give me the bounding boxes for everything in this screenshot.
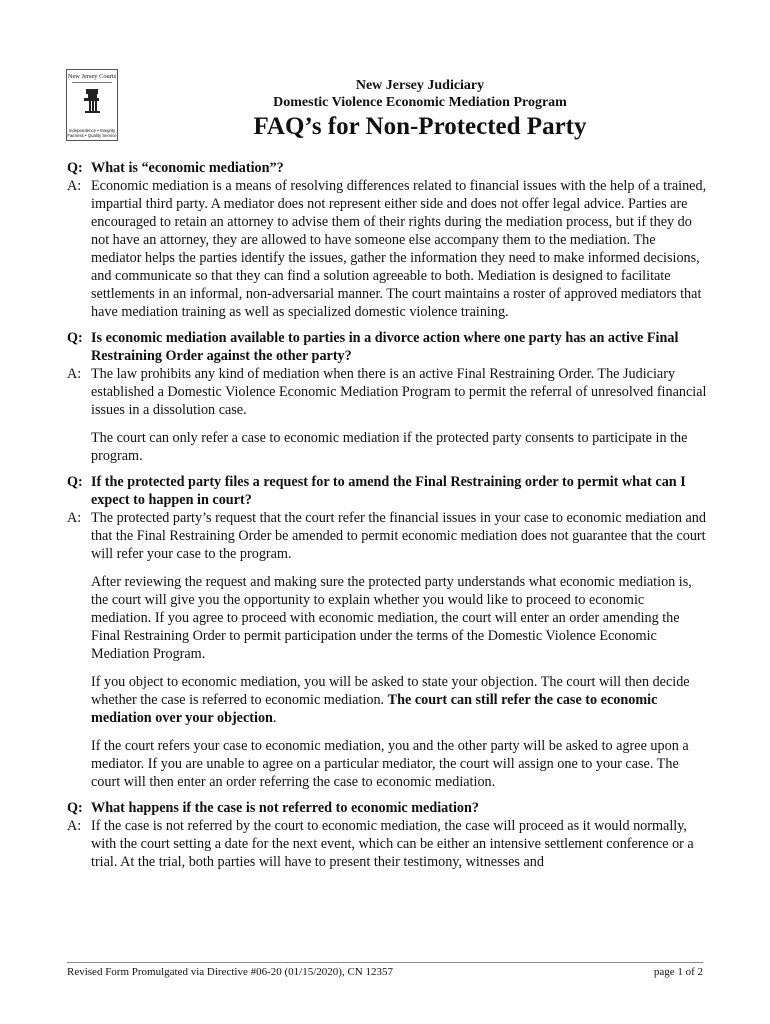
answer-label: A:: [67, 818, 82, 834]
question-text: If the protected party files a request for to amend the Final Restraining order to permit what can I expect to happen in court?: [91, 474, 686, 508]
answer-text: If the case is not referred by the court to economic mediation, the case will proceed as it would normally, with the court setting a date for the next event, which can be either an intensive settlement conference or a trial. At the trial, both parties will have to present their testimony, witnesses and: [91, 818, 694, 870]
objection-text: If you object to economic mediation, you will be asked to state your objection. The court will then decide whether the case is referred to economic mediation.: [91, 674, 690, 708]
logo-motto: Independence • Integrity Fairness • Quality Service: [67, 128, 117, 138]
answer-paragraph: If the court refers your case to economic mediation, you and the other party will be asked to agree upon a mediator. If you are unable to agree on a particular mediator, the court will assign one to your case. The court will then enter an order referring the case to economic mediation.: [91, 738, 689, 790]
faq-item-3: [67, 473, 707, 791]
question-text: What is “economic mediation”?: [91, 160, 284, 176]
question-label: Q:: [67, 160, 83, 176]
answer-paragraph: The court can only refer a case to economic mediation if the protected party consents to participate in the program.: [91, 430, 688, 464]
faq-item-4: [67, 799, 707, 871]
answer-text: The protected party’s request that the court refer the financial issues in your case to economic mediation and that the Final Restraining Order be amended to permit economic mediation does not guarantee that the court will refer your case to the program.: [91, 510, 706, 562]
answer-label: A:: [67, 178, 82, 194]
lady-justice-icon: [81, 86, 105, 114]
footer-form-info: Revised Form Promulgated via Directive #06-20 (01/15/2020), CN 12357: [67, 966, 393, 978]
answer-label: A:: [67, 510, 82, 526]
nj-courts-logo: [66, 69, 118, 141]
question-text: What happens if the case is not referred to economic mediation?: [91, 800, 480, 816]
faq-content: [67, 159, 707, 879]
objection-end: .: [272, 710, 277, 726]
answer-paragraph: After reviewing the request and making sure the protected party understands what economic mediation is, the court will give you the opportunity to explain whether you would like to proceed to economic mediation. If you agree to proceed with economic mediation, the court will enter an order amending the Final Restraining Order to permit participation under the terms of the Domestic Violence Economic Mediation Program.: [91, 574, 692, 662]
page-title: FAQ’s for Non-Protected Party: [253, 113, 587, 140]
faq-item-2: [67, 329, 707, 465]
faq-item-1: [67, 159, 707, 321]
page-number: page 1 of 2: [653, 966, 703, 978]
objection-paragraph: [91, 673, 707, 727]
header-judiciary: New Jersey Judiciary: [355, 78, 485, 93]
answer-text: The law prohibits any kind of mediation when there is an active Final Restraining Order. The Judiciary established a Domestic Violence Economic Mediation Program to permit the referral of unresolved financial issues in a dissolution case.: [91, 366, 707, 418]
logo-name: New Jersey Courts: [67, 73, 117, 80]
question-label: Q:: [67, 474, 83, 490]
question-label: Q:: [67, 800, 83, 816]
objection-emphasis: The court can still refer the case to economic mediation over your objection: [91, 692, 658, 726]
logo-rule: [72, 82, 112, 83]
header-program: Domestic Violence Economic Mediation Program: [273, 95, 567, 110]
answer-label: A:: [67, 366, 82, 382]
question-label: Q:: [67, 330, 83, 346]
answer-text: Economic mediation is a means of resolving differences related to financial issues with the help of a trained, impartial third party. A mediator does not represent either side and does not offer legal advice. Parties are encouraged to retain an attorney to advise them of their rights during the mediation process, but if they do not have an attorney, they are allowed to have someone else accompany them to the mediation. The mediator helps the parties identify the issues, gather the information they need to make informed decisions, and communicate so that they can find a solution agreeable to both. Mediation is designed to facilitate settlements in an informal, non-adversarial manner. The court maintains a roster of approved mediators that have mediation training as well as specialized domestic violence training.: [91, 178, 707, 320]
question-text: Is economic mediation available to parties in a divorce action where one party has an active Final Restraining Order against the other party?: [91, 330, 679, 364]
footer-divider: [67, 962, 703, 963]
